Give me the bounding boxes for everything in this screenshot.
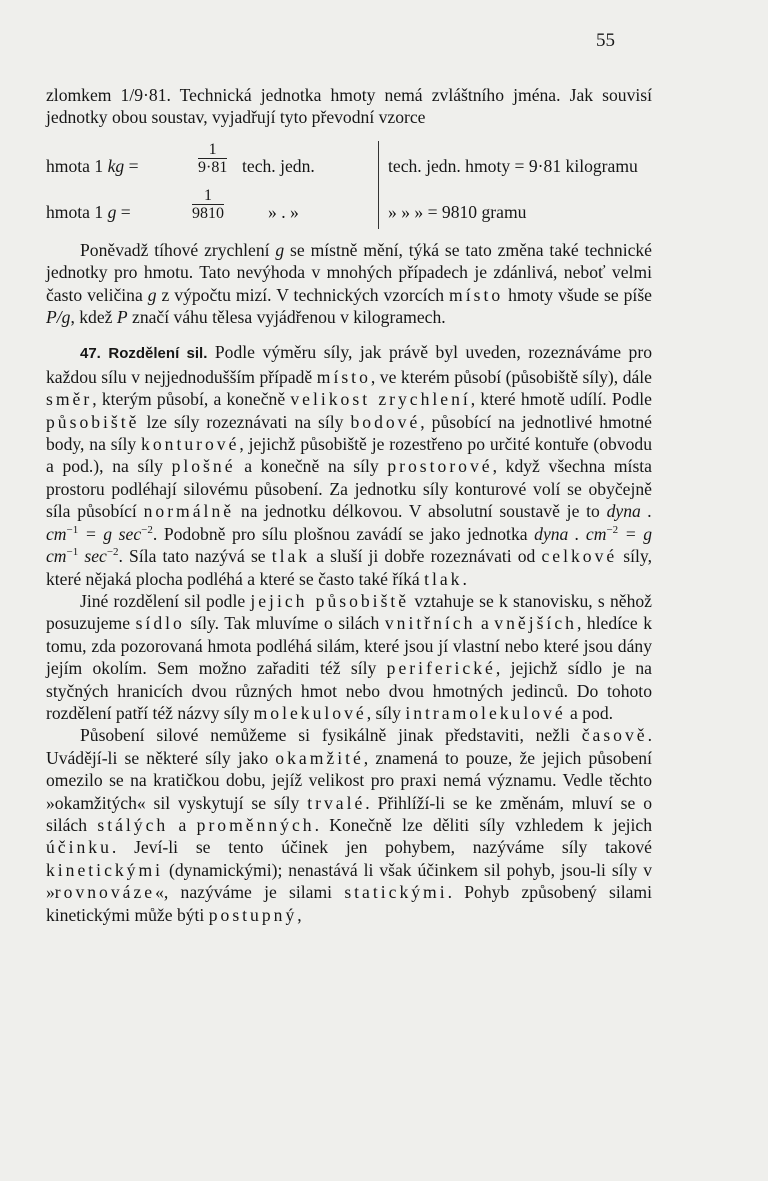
section-title: Rozdělení sil. <box>108 345 208 363</box>
fraction-denominator: 9·81 <box>198 158 228 176</box>
formula-label-kg: hmota 1 kg = <box>46 155 139 176</box>
fraction-denominator: 9810 <box>192 204 224 222</box>
formula-divider <box>378 141 379 229</box>
body-text <box>46 84 652 926</box>
paragraph-time-action: Působení silové nemůžeme si fysikálně jinak představiti, nežli časově. Uvádějí-li se některé síly jako okamžité, znamená to pouze, že jejich působení omezilo se na kratičkou dobu, jejíž velikost pro praxi nemá významu. Vedle těchto »okamžitých« sil vyskytují se síly trvalé. Přihlíží-li se ke změnám, mluví se o silách stálých a proměnných. Konečně lze děliti síly vzhledem k jejich účinku. Jeví-li se tento účinek jen pohybem, nazýváme síly takové kinetickými (dynamickými); nenastává li však účinkem sil pohyb, jsou-li síly v »rovnováze«, nazýváme je silami statickými. Pohyb způsobený silami kinetickými může býti postupný, <box>46 725 653 925</box>
page-number: 55 <box>596 30 615 51</box>
formula-unit-tech: tech. jedn. <box>242 155 315 176</box>
fraction-kg <box>198 141 227 176</box>
section-number: 47. <box>80 345 101 363</box>
paragraph-gravity: Poněvadž tíhové zrychlení g se místně mění, týká se tato změna také technické jednotky pro hmotu. Tato nevýhoda v mnohých případech je zdánlivá, neboť velmi často veličina g z výpočtu mizí. V technických vzorcích místo hmoty všude se píše P/g, kdež P značí váhu tělesa vyjádřenou v kilogramech. <box>46 239 652 328</box>
fraction-numerator: 1 <box>204 186 212 204</box>
formula-row-g <box>46 187 652 227</box>
paragraph-seat-of-force: Jiné rozdělení sil podle jejich působiště vztahuje se k stanovisku, s něhož posuzujeme sídlo síly. Tak mluvíme o silách vnitřních a vnějších, hledíce k tomu, zda pozorovaná hmota podléhá silám, které jsou jí vlastní nebo které jsou dány jejím okolím. Sem možno zařaditi též síly periferické, jejichž sídlo je na styčných hranicích dvou různých hmot nebo dvou hmotných jedinců. Do tohoto rozdělení patří též názvy síly molekulové, síly intramolekulové a pod. <box>46 590 652 723</box>
conversion-formulas <box>46 141 652 229</box>
formula-ditto-left: » . » <box>268 201 299 222</box>
intro-paragraph: zlomkem 1/9·81. Technická jednotka hmoty nemá zvláštního jména. Jak souvisí jednotky obou soustav, vyjadřují tyto převodní vzorce <box>46 85 652 128</box>
formula-right-g: » » » = 9810 gramu <box>388 201 527 222</box>
formula-right-kg: tech. jedn. hmoty = 9·81 kilogramu <box>388 155 638 176</box>
formula-row-kg <box>46 141 652 181</box>
fraction-g <box>192 187 224 222</box>
fraction-numerator: 1 <box>208 140 217 158</box>
section-47-paragraph: 47. Rozdělení sil. Podle výměru síly, jak právě byl uveden, rozeznáváme pro každou sílu v nejjednodušším případě místo, ve kterém působí (působiště síly), dále směr, kterým působí, a konečně velikost zrychlení, které hmotě udílí. Podle působiště lze síly rozeznávati na síly bodové, působící na jednotlivé hmotné body, na síly konturové, jejichž působiště je rozestřeno po určité kontuře (obvodu a pod.), na síly plošné a konečně na síly prostorové, když všechna místa prostoru podléhají silovému působení. Za jednotku síly konturové volí se obyčejně síla působící normálně na jednotku délkovou. V absolutní soustavě je to dyna . $cm^{-1} = g$ $\sec^{-2}$. Podobně pro sílu plošnou zavádí se jako jednotka dyna . $cm^{-2} = g$ $cm^{-1}$ $\sec^{-2}$. Síla tato nazývá se tlak a sluší ji dobře rozeznávati od celkové síly, které nějaká plocha podléhá a které se často také říká tlak. <box>46 342 653 589</box>
formula-label-g: hmota 1 g = <box>46 201 131 222</box>
